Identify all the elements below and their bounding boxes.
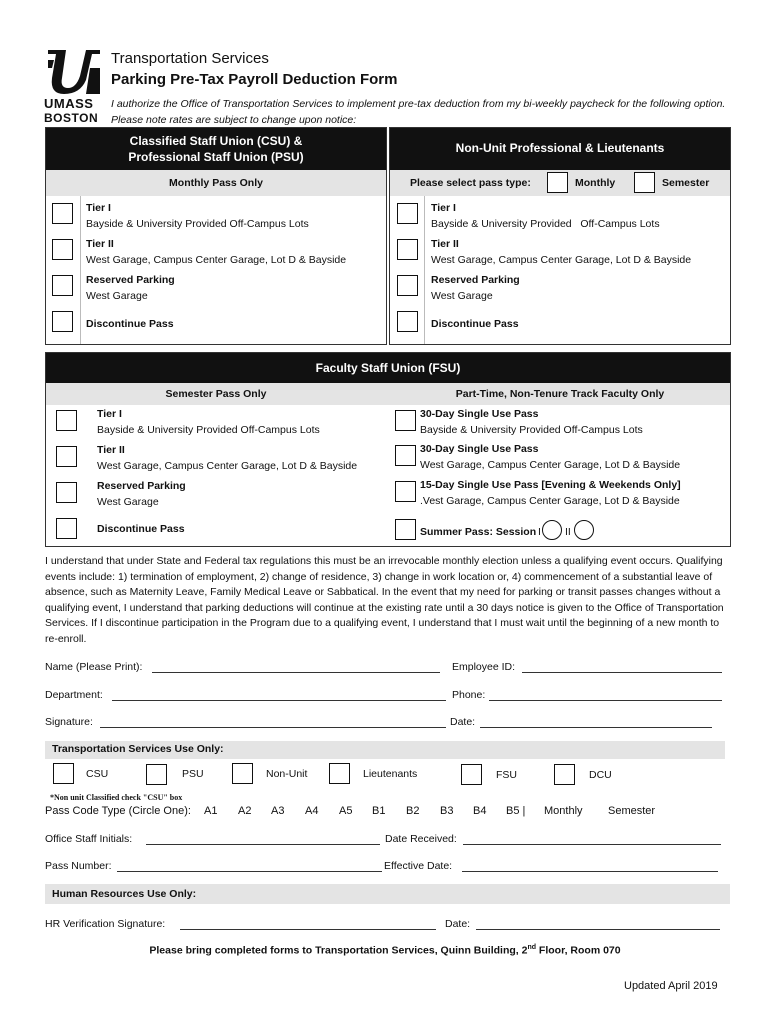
fsu-15day-name: 15-Day Single Use Pass [Evening & Weekends Only] <box>420 479 681 491</box>
hr-verification-label: HR Verification Signature: <box>45 918 166 930</box>
fsu-30day-b-name: 30-Day Single Use Pass <box>420 443 539 455</box>
date-label: Date: <box>450 716 476 728</box>
fsu-tier2-desc: West Garage, Campus Center Garage, Lot D & Bayside <box>97 460 358 472</box>
umass-logo <box>44 48 104 126</box>
staff-initials-label: Office Staff Initials: <box>45 833 133 845</box>
pass-code-b1[interactable]: B1 <box>372 805 386 817</box>
nonunit-monthly-label: Monthly <box>575 177 616 189</box>
pass-code-label: Pass Code Type (Circle One): <box>45 805 191 817</box>
department-input[interactable] <box>112 700 446 701</box>
fsu-tier1-desc: Bayside & University Provided Off-Campus Lots <box>97 424 320 436</box>
fsu-tier1-name: Tier I <box>97 408 122 420</box>
fsu-left-subtitle: Semester Pass Only <box>165 388 267 400</box>
intro-text: I authorize the Office of Transportation Services to implement pre-tax deduction from my bi-weekly paycheck for the following option. Please note rates are subject to change upon notice: <box>111 98 726 126</box>
ts-lieutenants-checkbox[interactable] <box>329 763 350 784</box>
nonunit-reserved-desc: West Garage <box>431 290 493 302</box>
csu-psu-section <box>45 127 387 345</box>
ts-csu-label: CSU <box>86 768 109 780</box>
csu-tier2-desc: West Garage, Campus Center Garage, Lot D & Bayside <box>86 254 347 266</box>
ts-fsu-checkbox[interactable] <box>461 764 482 785</box>
hr-date-label: Date: <box>445 918 471 930</box>
csu-discontinue-checkbox[interactable] <box>52 311 73 332</box>
nonunit-section <box>389 127 731 345</box>
fsu-tier1-checkbox[interactable] <box>56 410 77 431</box>
fsu-right-subtitle: Part-Time, Non-Tenure Track Faculty Only <box>455 388 665 400</box>
ts-psu-checkbox[interactable] <box>146 764 167 785</box>
employee-id-input[interactable] <box>522 672 722 673</box>
pass-number-label: Pass Number: <box>45 860 112 872</box>
nonunit-discontinue-checkbox[interactable] <box>397 311 418 332</box>
pass-code-b3[interactable]: B3 <box>440 805 454 817</box>
csu-reserved-name: Reserved Parking <box>86 274 175 286</box>
fsu-30day-a-name: 30-Day Single Use Pass <box>420 408 539 420</box>
pass-code-semester[interactable]: Semester <box>608 805 656 817</box>
fsu-tier2-name: Tier II <box>97 444 125 456</box>
csu-tier2-checkbox[interactable] <box>52 239 73 260</box>
phone-input[interactable] <box>489 700 722 701</box>
fsu-tier2-checkbox[interactable] <box>56 446 77 467</box>
csu-title-line1: Classified Staff Union (CSU) & <box>129 134 303 148</box>
fsu-15day-checkbox[interactable] <box>395 481 416 502</box>
agreement-text: I understand that under State and Federal tax regulations this must be an irrevocable monthly election unless a qualifying event occurs. Qualifying events include: 1) termination of employment, 2) change of residence, 3) change in work location or, 4) commencement of a substantial leave of absence, such as Maternity Leave, Family Medical Leave or Sabbatical. In the event that my need for parking or transit passes changes without a qualifying event, I understand that parking deductions will continue at the existing rate until a 30 days notice is given to the Office of Transportation Services. If I discontinue participation in the Program due to a qualifying event, I understand that I must wait until the beginning of a new month to re-enroll. <box>45 555 724 645</box>
ts-use-title: Transportation Services Use Only: <box>52 743 224 755</box>
nonunit-discontinue-name: Discontinue Pass <box>431 318 519 330</box>
csu-tier2-name: Tier II <box>86 238 114 250</box>
fsu-reserved-checkbox[interactable] <box>56 482 77 503</box>
signature-input[interactable] <box>100 727 446 728</box>
nonunit-tier1-checkbox[interactable] <box>397 203 418 224</box>
date-received-input[interactable] <box>463 844 721 845</box>
fsu-title: Faculty Staff Union (FSU) <box>315 361 461 375</box>
ts-psu-label: PSU <box>182 768 204 780</box>
pass-code-b2[interactable]: B2 <box>406 805 420 817</box>
fsu-reserved-name: Reserved Parking <box>97 480 186 492</box>
fsu-30day-b-checkbox[interactable] <box>395 445 416 466</box>
csu-tier1-name: Tier I <box>86 202 111 214</box>
pass-code-b5[interactable]: B5 | <box>506 805 526 817</box>
submission-instructions <box>0 944 770 957</box>
nonunit-tier2-name: Tier II <box>431 238 459 250</box>
fsu-session-i-radio[interactable] <box>542 520 562 540</box>
fsu-30day-b-desc: West Garage, Campus Center Garage, Lot D & Bayside <box>420 459 681 471</box>
fsu-summer-label: Summer Pass: Session <box>420 526 537 538</box>
employee-id-label: Employee ID: <box>452 661 516 673</box>
nonunit-reserved-name: Reserved Parking <box>431 274 520 286</box>
name-input[interactable] <box>152 672 440 673</box>
submission-text-sup: nd <box>527 944 537 951</box>
hr-date-input[interactable] <box>476 929 720 930</box>
csu-reserved-checkbox[interactable] <box>52 275 73 296</box>
fsu-30day-a-desc: Bayside & University Provided Off-Campus Lots <box>420 424 643 436</box>
pass-code-a1[interactable]: A1 <box>204 805 218 817</box>
ts-lieutenants-label: Lieutenants <box>363 768 418 780</box>
effective-date-input[interactable] <box>462 871 718 872</box>
csu-tier1-desc: Bayside & University Provided Off-Campus Lots <box>86 218 309 230</box>
logo-boston-text: BOSTON <box>44 111 99 125</box>
ts-nonunit-label: Non-Unit <box>266 768 308 780</box>
nonunit-select-label: Please select pass type: <box>410 177 531 189</box>
name-label: Name (Please Print): <box>45 661 143 673</box>
nonunit-tier1-desc: Bayside & University Provided Off-Campus Lots <box>431 218 660 230</box>
nonunit-tier2-checkbox[interactable] <box>397 239 418 260</box>
department-name: Transportation Services <box>111 50 269 67</box>
hr-use-title: Human Resources Use Only: <box>52 888 197 900</box>
fsu-15day-desc: .Vest Garage, Campus Center Garage, Lot D & Bayside <box>420 495 680 507</box>
csu-discontinue-name: Discontinue Pass <box>86 318 174 330</box>
phone-label: Phone: <box>452 689 486 701</box>
hr-verification-input[interactable] <box>180 929 436 930</box>
fsu-reserved-desc: West Garage <box>97 496 159 508</box>
pass-code-a3[interactable]: A3 <box>271 805 285 817</box>
csu-reserved-desc: West Garage <box>86 290 148 302</box>
umass-logo-mark-icon <box>46 48 102 96</box>
fsu-session-ii-radio[interactable] <box>574 520 594 540</box>
fsu-30day-a-checkbox[interactable] <box>395 410 416 431</box>
ts-dcu-checkbox[interactable] <box>554 764 575 785</box>
date-input[interactable] <box>480 727 712 728</box>
fsu-session-i-label: I <box>538 526 541 538</box>
date-received-label: Date Received: <box>385 833 457 845</box>
pass-code-monthly[interactable]: Monthly <box>544 805 583 817</box>
ts-fsu-label: FSU <box>496 769 517 781</box>
pass-code-a5[interactable]: A5 <box>339 805 353 817</box>
nonunit-monthly-checkbox[interactable] <box>547 172 568 193</box>
pass-number-input[interactable] <box>117 871 382 872</box>
updated-date: Updated April 2019 <box>624 980 718 992</box>
submission-text-pre: Please bring completed forms to Transportation Services, Quinn Building, 2 <box>149 944 528 957</box>
csu-tier1-checkbox[interactable] <box>52 203 73 224</box>
form-title: Parking Pre-Tax Payroll Deduction Form <box>111 71 398 88</box>
department-label: Department: <box>45 689 103 701</box>
nonunit-title: Non-Unit Professional & Lieutenants <box>455 141 665 155</box>
staff-initials-input[interactable] <box>146 844 380 845</box>
effective-date-label: Effective Date: <box>384 860 453 872</box>
nonunit-semester-label: Semester <box>662 177 710 189</box>
ts-note: *Non unit Classified check "CSU" box <box>50 793 183 802</box>
fsu-section <box>45 352 731 547</box>
ts-nonunit-checkbox[interactable] <box>232 763 253 784</box>
submission-text-post: Floor, Room 070 <box>536 944 621 957</box>
pass-code-b4[interactable]: B4 <box>473 805 487 817</box>
nonunit-tier2-desc: West Garage, Campus Center Garage, Lot D & Bayside <box>431 254 692 266</box>
nonunit-semester-checkbox[interactable] <box>634 172 655 193</box>
fsu-discontinue-checkbox[interactable] <box>56 518 77 539</box>
csu-title-line2: Professional Staff Union (PSU) <box>128 150 304 164</box>
nonunit-reserved-checkbox[interactable] <box>397 275 418 296</box>
csu-subtitle: Monthly Pass Only <box>169 177 263 189</box>
fsu-discontinue-name: Discontinue Pass <box>97 523 185 535</box>
pass-code-a4[interactable]: A4 <box>305 805 319 817</box>
nonunit-tier1-name: Tier I <box>431 202 456 214</box>
logo-umass-text: UMASS <box>44 96 94 111</box>
fsu-summer-checkbox[interactable] <box>395 519 416 540</box>
ts-dcu-label: DCU <box>589 769 612 781</box>
pass-code-a2[interactable]: A2 <box>238 805 252 817</box>
ts-csu-checkbox[interactable] <box>53 763 74 784</box>
signature-label: Signature: <box>45 716 93 728</box>
fsu-session-ii-label: II <box>565 526 571 538</box>
